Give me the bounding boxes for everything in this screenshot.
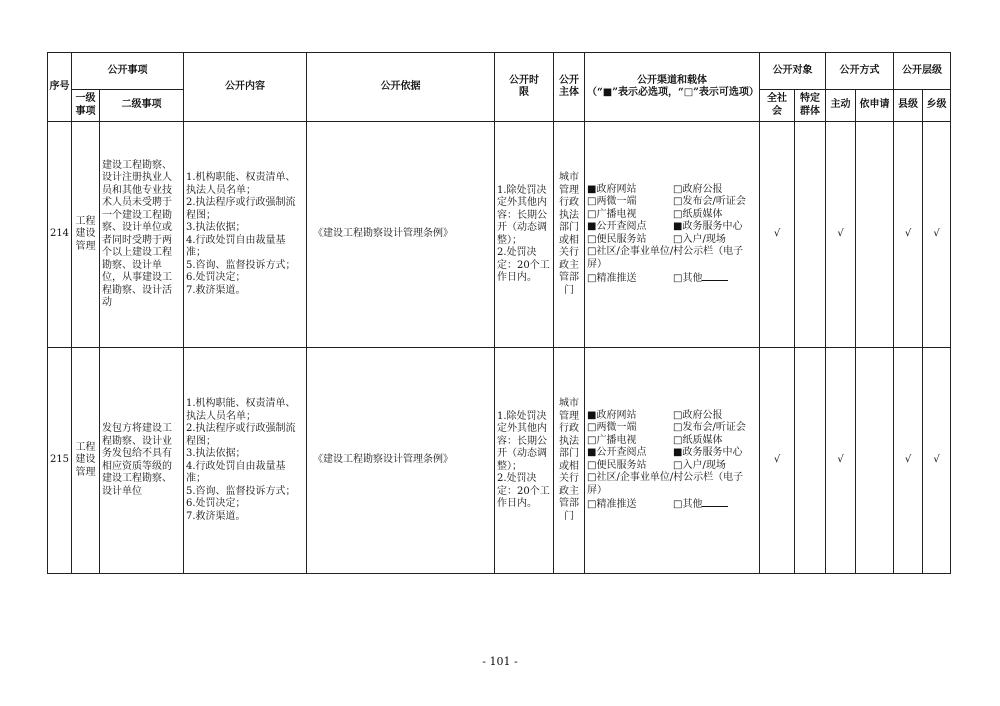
- header-channel: [585, 53, 760, 122]
- row-channels: [585, 348, 760, 574]
- header-channel-title: 公开渠道和载体: [637, 74, 707, 86]
- disclosure-table: [47, 52, 951, 574]
- header-subject: 公开主体: [554, 53, 585, 122]
- blank-line: [702, 271, 728, 281]
- channel-option: □精准推送: [587, 499, 637, 510]
- channel-line: [587, 271, 757, 286]
- row-method-request: [856, 348, 894, 574]
- row-content: 1.机构职能、权责清单、执法人员名单； 2.执法程序或行政强制流程图； 3.执法依据； 4.行政处罚自由裁量基准； 5.咨询、监督投诉方式； 6.处罚决定； 7.救济渠道。: [184, 122, 307, 348]
- header-row-top: [48, 53, 951, 90]
- row-time-limit: 1.除处罚决定外其他内容：长期公开（动态调整）； 2.处罚决定：20个工作日内。: [495, 348, 554, 574]
- header-time-limit: 公开时限: [495, 53, 554, 122]
- header-seq: 序号: [48, 53, 72, 122]
- header-method-request: 依申请: [856, 90, 894, 122]
- row-audience-specific: [795, 122, 826, 348]
- header-audience: 公开对象: [760, 53, 826, 90]
- channel-line: [587, 447, 757, 460]
- channel-line: [587, 184, 757, 197]
- row-basis: 《建设工程勘察设计管理条例》: [307, 348, 495, 574]
- channel-option: □纸质媒体: [673, 434, 723, 446]
- channel-option: □精准推送: [587, 273, 637, 284]
- channel-line: [587, 422, 757, 435]
- channel-line: [587, 246, 757, 271]
- header-content: 公开内容: [184, 53, 307, 122]
- channel-line: [587, 209, 757, 222]
- channel-option: ■公开查阅点: [587, 221, 647, 232]
- header-channel-note: （“■”表示必选项，“□”表示可选项）: [587, 87, 759, 98]
- header-level2: 二级事项: [100, 90, 184, 122]
- channel-option: □便民服务站: [587, 233, 647, 245]
- channel-line: [587, 234, 757, 247]
- channel-line: [587, 435, 757, 448]
- channel-option: □发布会/听证会: [673, 422, 746, 433]
- channel-option: □政府公报: [673, 183, 723, 195]
- header-audience-specific: 特定群体: [795, 90, 826, 122]
- row-time-limit: 1.除处罚决定外其他内容：长期公开（动态调整）； 2.处罚决定：20个工作日内。: [495, 122, 554, 348]
- row-method-request: [856, 122, 894, 348]
- channel-option: ■政府网站: [587, 409, 637, 421]
- page-number: - 101 -: [482, 655, 518, 668]
- row-level-township: √: [923, 122, 951, 348]
- channel-option: □入户/现场: [673, 459, 726, 471]
- row-content: 1.机构职能、权责清单、执法人员名单； 2.执法程序或行政强制流程图； 3.执法依据； 4.行政处罚自由裁量基准； 5.咨询、监督投诉方式； 6.处罚决定； 7.救济渠道。: [184, 348, 307, 574]
- channel-option: □政府公报: [673, 409, 723, 421]
- channel-option: □发布会/听证会: [673, 196, 746, 207]
- channel-option: □广播电视: [587, 434, 637, 446]
- channel-option: □社区/企事业单位/村公示栏（电子屏）: [587, 472, 744, 496]
- row-subject: 城市管理行政执法部门或相关行政主管部门: [554, 348, 585, 574]
- channel-option: □入户/现场: [673, 233, 726, 245]
- table-row: [48, 122, 951, 348]
- header-level-county: 县级: [894, 90, 923, 122]
- channel-option: □其他: [673, 499, 703, 510]
- header-matter: 公开事项: [72, 53, 184, 90]
- channel-option: ■公开查阅点: [587, 447, 647, 458]
- channel-option: ■政务服务中心: [673, 221, 743, 232]
- row-seq: 215: [48, 348, 72, 574]
- header-basis: 公开依据: [307, 53, 495, 122]
- row-level-township: √: [923, 348, 951, 574]
- row-level2: 发包方将建设工程勘察、设计业务发包给不具有相应资质等级的建设工程勘察、设计单位: [100, 348, 184, 574]
- channel-line: [587, 472, 757, 497]
- channel-option: □纸质媒体: [673, 208, 723, 220]
- channel-option: ■政务服务中心: [673, 447, 743, 458]
- channel-line: [587, 460, 757, 473]
- channel-option: □两微一端: [587, 422, 637, 433]
- row-audience-all: √: [760, 348, 795, 574]
- row-level1: 工程建设管理: [72, 348, 100, 574]
- header-level-township: 乡级: [923, 90, 951, 122]
- channel-line: [587, 410, 757, 423]
- blank-line: [702, 497, 728, 507]
- row-audience-all: √: [760, 122, 795, 348]
- row-method-active: √: [826, 348, 856, 574]
- channel-option: □其他: [673, 273, 703, 284]
- row-level-county: √: [894, 122, 923, 348]
- channel-option: □广播电视: [587, 208, 637, 220]
- channel-option: □社区/企事业单位/村公示栏（电子屏）: [587, 246, 744, 270]
- header-method: 公开方式: [826, 53, 894, 90]
- row-level2: 建设工程勘察、设计注册执业人员和其他专业技术人员未受聘于一个建设工程勘察、设计单位或者同时受聘于两个以上建设工程勘察、设计单位，从事建设工程勘察、设计活动: [100, 122, 184, 348]
- row-level1: 工程建设管理: [72, 122, 100, 348]
- channel-line: [587, 497, 757, 512]
- row-seq: 214: [48, 122, 72, 348]
- header-method-active: 主动: [826, 90, 856, 122]
- channel-option: ■政府网站: [587, 183, 637, 195]
- row-audience-specific: [795, 348, 826, 574]
- row-basis: 《建设工程勘察设计管理条例》: [307, 122, 495, 348]
- row-channels: [585, 122, 760, 348]
- header-audience-all: 全社会: [760, 90, 795, 122]
- channel-option: □两微一端: [587, 196, 637, 207]
- header-level1: 一级事项: [72, 90, 100, 122]
- table-row: [48, 348, 951, 574]
- channel-line: [587, 221, 757, 234]
- channel-option: □便民服务站: [587, 459, 647, 471]
- row-subject: 城市管理行政执法部门或相关行政主管部门: [554, 122, 585, 348]
- row-method-active: √: [826, 122, 856, 348]
- row-level-county: √: [894, 348, 923, 574]
- header-level: 公开层级: [894, 53, 951, 90]
- channel-line: [587, 196, 757, 209]
